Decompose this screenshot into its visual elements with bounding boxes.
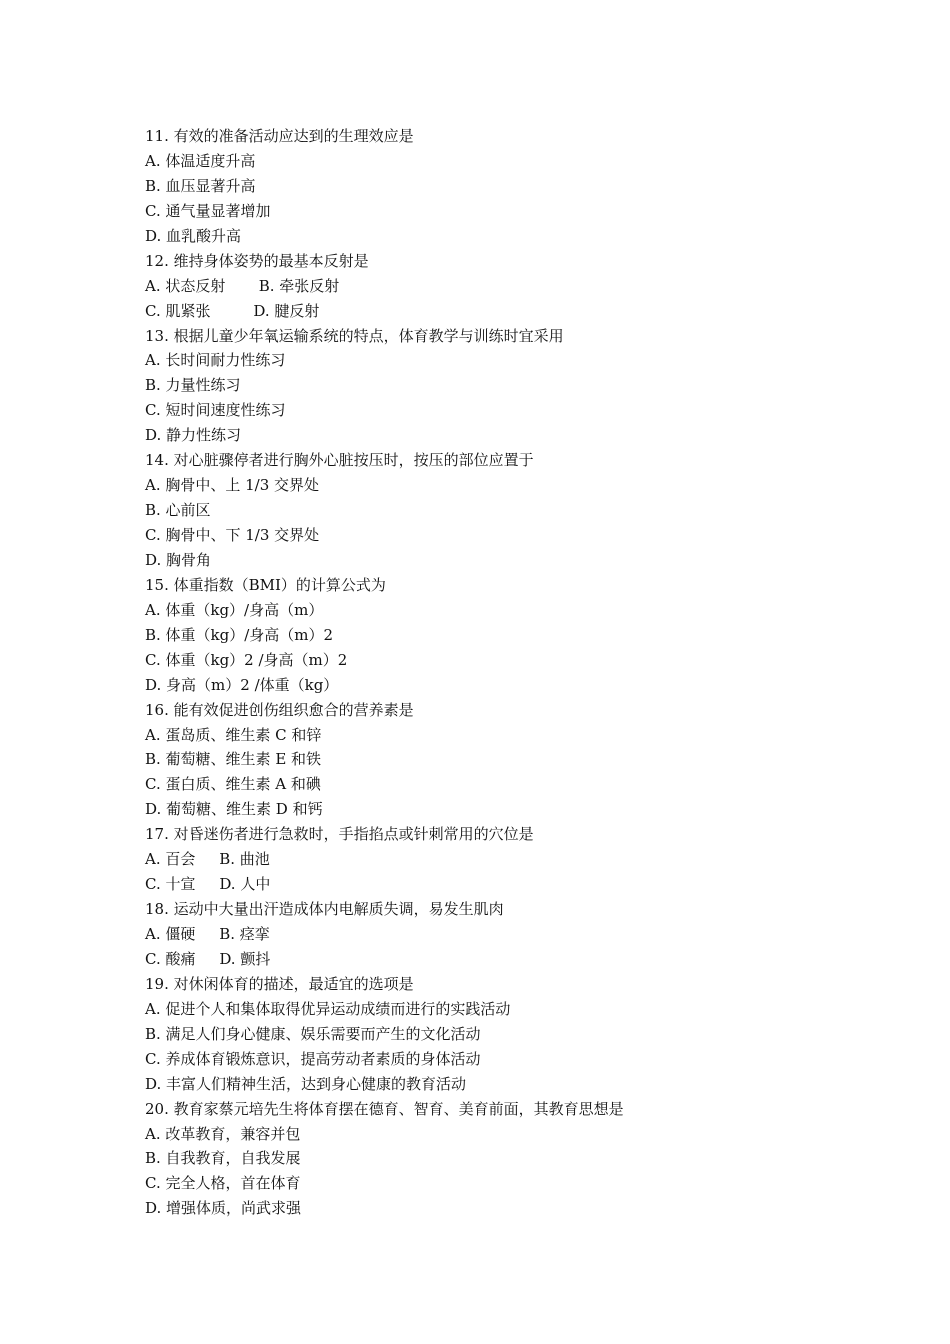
option-14c: C. 胸骨中、下 1/3 交界处 bbox=[145, 526, 320, 544]
option-11b: B. 血压显著升高 bbox=[145, 176, 256, 195]
option-16c: C. 蛋白质、维生素 A 和碘 bbox=[145, 775, 321, 794]
option-13b: B. 力量性练习 bbox=[145, 376, 241, 395]
option-15a: A. 体重（kg）/身高（m） bbox=[145, 600, 324, 619]
question-12: 12. 维持身体姿势的最基本反射是 bbox=[145, 251, 369, 270]
option-19c: C. 养成体育锻炼意识，提高劳动者素质的身体活动 bbox=[145, 1049, 481, 1068]
option-15c: C. 体重（kg）2 /身高（m）2 bbox=[145, 650, 348, 669]
option-14d: D. 胸骨角 bbox=[145, 550, 212, 569]
option-16a: A. 蛋岛质、维生素 C 和锌 bbox=[145, 725, 322, 744]
options-17cd: C. 十宣 D. 人中 bbox=[145, 875, 271, 894]
option-20c: C. 完全人格，首在体育 bbox=[145, 1174, 301, 1193]
question-14: 14. 对心脏骤停者进行胸外心脏按压时，按压的部位应置于 bbox=[145, 451, 534, 470]
option-16b: B. 葡萄糖、维生素 E 和铁 bbox=[145, 750, 322, 769]
option-13d: D. 静力性练习 bbox=[145, 426, 242, 445]
option-20a: A. 改革教育，兼容并包 bbox=[145, 1124, 301, 1143]
options-17ab: A. 百会 B. 曲池 bbox=[145, 850, 270, 869]
question-20: 20. 教育家蔡元培先生将体育摆在德育、智育、美育前面，其教育思想是 bbox=[145, 1099, 624, 1118]
option-16d: D. 葡萄糖、维生素 D 和钙 bbox=[145, 800, 323, 819]
option-19b: B. 满足人们身心健康、娱乐需要而产生的文化活动 bbox=[145, 1024, 481, 1043]
question-13: 13. 根据儿童少年氧运输系统的特点，体育教学与训练时宜采用 bbox=[145, 326, 564, 345]
question-18: 18. 运动中大量出汗造成体内电解质失调，易发生肌肉 bbox=[145, 900, 504, 919]
option-13a: A. 长时间耐力性练习 bbox=[145, 351, 286, 370]
option-11d: D. 血乳酸升高 bbox=[145, 226, 242, 245]
question-15: 15. 体重指数（BMI）的计算公式为 bbox=[145, 575, 386, 594]
option-14b: B. 心前区 bbox=[145, 501, 211, 520]
question-11: 11. 有效的准备活动应达到的生理效应是 bbox=[145, 127, 414, 145]
options-12cd: C. 肌紧张 D. 腱反射 bbox=[145, 301, 320, 320]
question-19: 19. 对休闲体育的描述，最适宜的选项是 bbox=[145, 974, 414, 993]
question-16: 16. 能有效促进创伤组织愈合的营养素是 bbox=[145, 700, 414, 719]
option-19d: D. 丰富人们精神生活，达到身心健康的教育活动 bbox=[145, 1074, 467, 1093]
option-13c: C. 短时间速度性练习 bbox=[145, 401, 286, 420]
question-list bbox=[145, 124, 865, 1221]
option-11c: C. 通气量显著增加 bbox=[145, 201, 271, 220]
options-12ab: A. 状态反射 B. 牵张反射 bbox=[145, 276, 340, 295]
option-20d: D. 增强体质，尚武求强 bbox=[145, 1199, 302, 1218]
options-18ab: A. 僵硬 B. 痉挛 bbox=[145, 925, 270, 943]
option-14a: A. 胸骨中、上 1/3 交界处 bbox=[145, 476, 320, 495]
option-15d: D. 身高（m）2 /体重（kg） bbox=[145, 675, 339, 694]
question-17: 17. 对昏迷伤者进行急救时，手指掐点或针刺常用的穴位是 bbox=[145, 825, 534, 844]
option-15b: B. 体重（kg）/身高（m）2 bbox=[145, 625, 334, 644]
option-20b: B. 自我教育，自我发展 bbox=[145, 1149, 301, 1168]
options-18cd: C. 酸痛 D. 颤抖 bbox=[145, 949, 271, 968]
option-19a: A. 促进个人和集体取得优异运动成绩而进行的实践活动 bbox=[145, 999, 511, 1018]
option-11a: A. 体温适度升高 bbox=[145, 151, 256, 170]
